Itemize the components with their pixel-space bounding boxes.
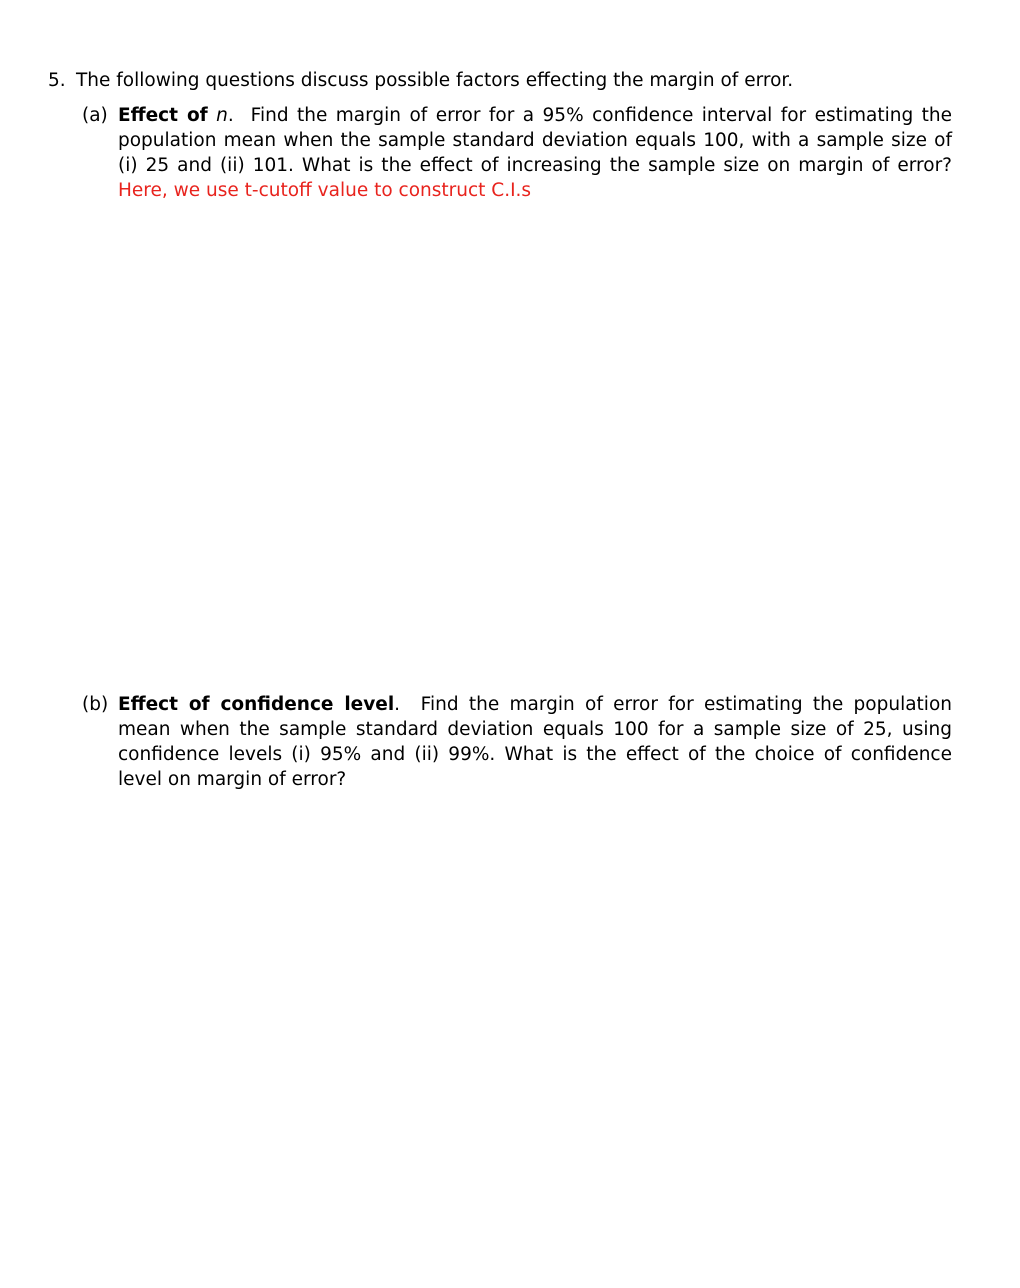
part-a-title: Effect of <box>118 105 208 126</box>
question-number: 5. <box>48 70 66 91</box>
part-b-label: (b) <box>82 694 109 715</box>
part-a-instructor-note: Here, we use t-cutoff value to construct C.I.s <box>118 180 532 201</box>
part-a-label: (a) <box>82 105 108 126</box>
part-b-title-end: . <box>394 694 401 715</box>
part-b <box>82 692 952 792</box>
part-a-title-end: . <box>227 105 234 126</box>
part-b-title: Effect of confidence level <box>118 694 395 715</box>
part-b-body <box>118 692 952 792</box>
part-a <box>82 103 952 203</box>
part-a-variable: n <box>216 105 228 126</box>
part-b-answer-space[interactable] <box>82 780 952 1260</box>
question-stem: The following questions discuss possible factors effecting the margin of error. <box>76 70 794 91</box>
part-a-answer-space[interactable] <box>82 205 952 675</box>
part-b-text: Find the margin of error for estimating the population mean when the sample standard deviation equals 100 for a sample size of 25, using confidence levels (i) 95% and (ii) 99%. What is the effect of the choice of confidence level on margin of error? <box>118 694 952 790</box>
part-a-body <box>118 103 952 203</box>
part-a-text: Find the margin of error for a 95% confidence interval for estimating the population mean when the sample standard deviation equals 100, with a sample size of (i) 25 and (ii) 101. What is the effect of increasing the sample size on margin of error? <box>118 105 953 176</box>
